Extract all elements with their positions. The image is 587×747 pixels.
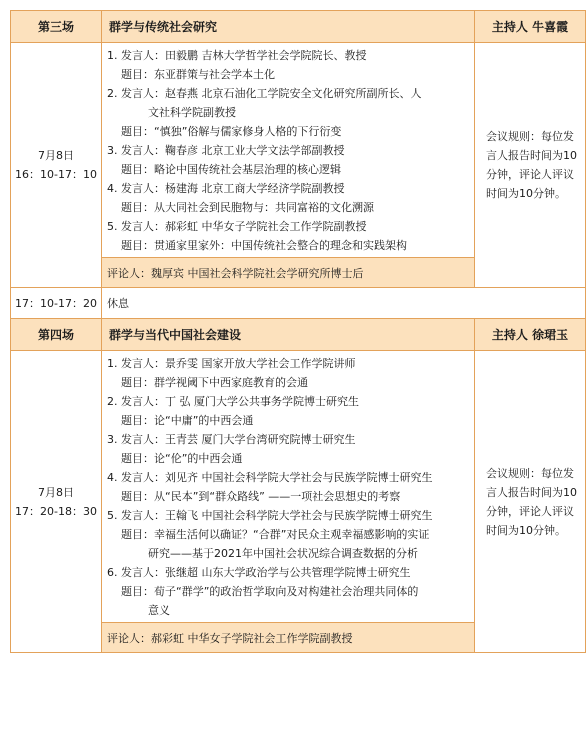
speaker-line: 2. 发言人：丁 弘 厦门大学公共事务学院博士研究生 <box>107 395 359 408</box>
talk-title-line: 题目：荀子“群学”的政治哲学取向及对构建社会治理共同体的 <box>121 585 419 598</box>
speaker-line: 5. 发言人：王翰飞 中国社会科学院大学社会与民族学院博士研究生 <box>107 509 433 522</box>
session-theme: 群学与传统社会研究 <box>102 11 475 43</box>
session-host: 主持人 牛喜霞 <box>475 11 586 43</box>
session-number: 第四场 <box>11 319 102 351</box>
talk-title-line: 题目：论“中庸”的中西会通 <box>121 414 254 427</box>
talk-title-line: 题目：贯通家里家外：中国传统社会整合的理念和实践架构 <box>121 239 407 252</box>
session-number: 第三场 <box>11 11 102 43</box>
talk-title-line: 题目：论“伦”的中西会通 <box>121 452 243 465</box>
session-header-row <box>11 11 586 43</box>
talk-list <box>102 351 475 623</box>
session-body-row <box>11 351 586 623</box>
speaker-line: 4. 发言人：刘见齐 中国社会科学院大学社会与民族学院博士研究生 <box>107 471 433 484</box>
speaker-line: 3. 发言人：王青芸 厦门大学台湾研究院博士研究生 <box>107 433 356 446</box>
session-date: 7月8日 <box>38 485 74 499</box>
commentator: 评论人：郝彩虹 中华女子学院社会工作学院副教授 <box>102 623 475 653</box>
session-datetime <box>11 351 102 653</box>
agenda-table <box>10 10 586 653</box>
talk-title-line: 题目：群学视阈下中西家庭教育的会通 <box>121 376 308 389</box>
talk-title-line: 题目：从“民本”到“群众路线” ——一项社会思想史的考察 <box>121 490 401 503</box>
commentator: 评论人：魏厚宾 中国社会科学院社会学研究所博士后 <box>102 258 475 288</box>
session-date: 7月8日 <box>38 149 74 162</box>
speaker-line: 6. 发言人：张继超 山东大学政治学与公共管理学院博士研究生 <box>107 566 411 579</box>
meeting-rule: 会议规则：每位发言人报告时间为10分钟，评论人评议时间为10分钟。 <box>475 43 586 288</box>
speaker-line: 2. 发言人：赵春燕 北京石油化工学院安全文化研究所副所长、人 <box>107 87 422 100</box>
speaker-line: 1. 发言人：景乔雯 国家开放大学社会工作学院讲师 <box>107 357 356 370</box>
session-body-row <box>11 43 586 258</box>
talk-list <box>102 43 475 258</box>
speaker-line: 3. 发言人：鞠春彦 北京工业大学文法学部副教授 <box>107 144 345 157</box>
break-row <box>11 288 586 319</box>
session-header-row <box>11 319 586 351</box>
meeting-rule: 会议规则：每位发言人报告时间为10分钟，评论人评议时间为10分钟。 <box>475 351 586 653</box>
speaker-line: 1. 发言人：田毅鹏 吉林大学哲学社会学院院长、教授 <box>107 49 367 62</box>
session-host: 主持人 徐珺玉 <box>475 319 586 351</box>
break-label: 休息 <box>102 288 586 319</box>
continuation-line: 意义 <box>148 604 170 617</box>
talk-title-line: 题目：从大同社会到民胞物与：共同富裕的文化溯源 <box>121 201 374 214</box>
talk-title-line: 题目：“慎独”俗解与儒家修身人格的下行衍变 <box>121 125 342 138</box>
session-time: 17：20-18：30 <box>15 504 97 518</box>
talk-title-line: 题目：东亚群策与社会学本土化 <box>121 68 275 81</box>
speaker-line: 4. 发言人：杨建海 北京工商大学经济学院副教授 <box>107 182 345 195</box>
session-time: 16：10-17：10 <box>15 168 97 181</box>
continuation-line: 文社科学院副教授 <box>148 106 236 119</box>
speaker-line: 5. 发言人：郝彩虹 中华女子学院社会工作学院副教授 <box>107 220 367 233</box>
talk-title-line: 题目：略论中国传统社会基层治理的核心逻辑 <box>121 163 341 176</box>
continuation-line: 研究——基于2021年中国社会状况综合调查数据的分析 <box>148 547 418 560</box>
session-theme: 群学与当代中国社会建设 <box>102 319 475 351</box>
break-time: 17：10-17：20 <box>11 288 102 319</box>
talk-title-line: 题目：幸福生活何以确证？“合群”对民众主观幸福感影响的实证 <box>121 528 430 541</box>
session-datetime <box>11 43 102 288</box>
